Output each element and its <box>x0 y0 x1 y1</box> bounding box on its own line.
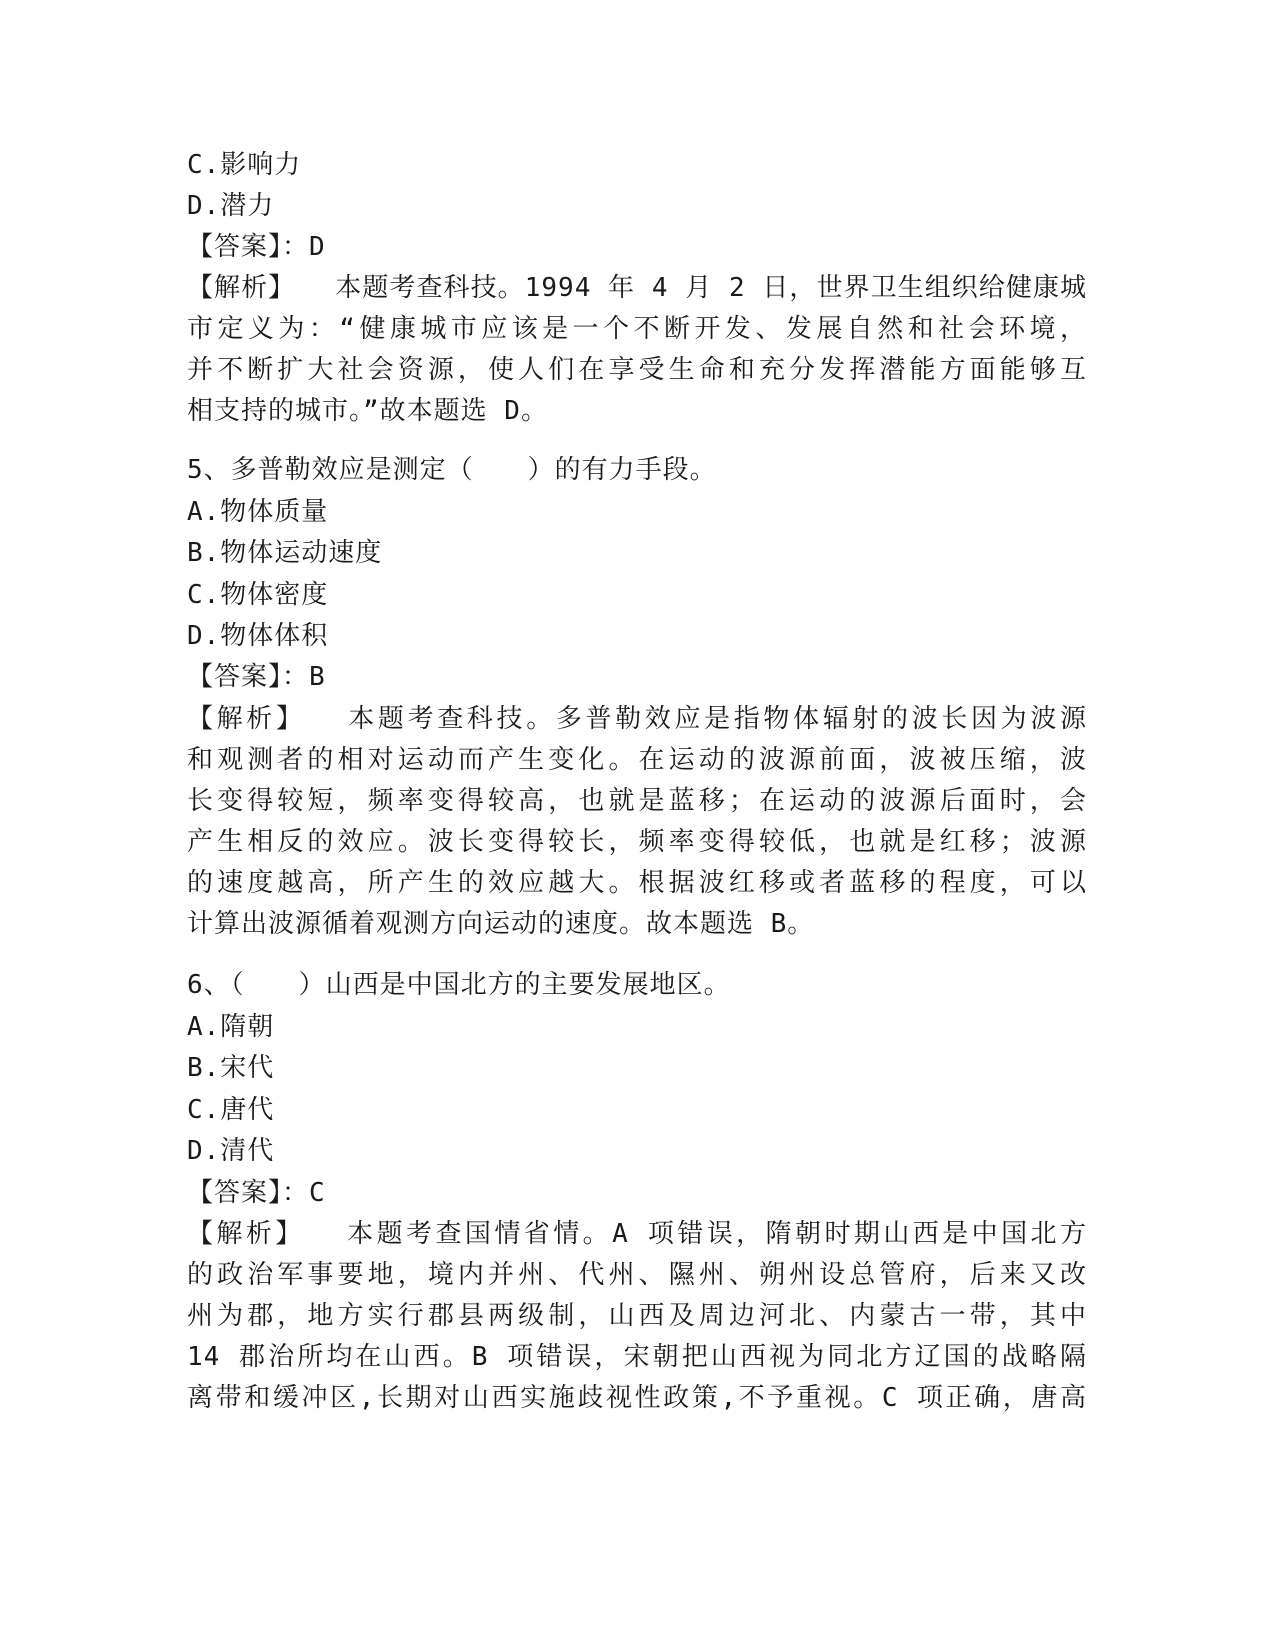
q6-analysis-line: 州为郡，地方实行郡县两级制，山西及周边河北、内蒙古一带，其中 <box>187 1301 1087 1331</box>
q5-analysis-text: 本题考查科技。多普勒效应是指物体辐射的波长因为波源 <box>345 704 1087 734</box>
q6-option-d: D.清代 <box>187 1136 275 1166</box>
q4-option-c: C.影响力 <box>187 150 302 180</box>
q6-option-a: A.隋朝 <box>187 1012 275 1042</box>
q6-option-b: B.宋代 <box>187 1053 275 1083</box>
q4-analysis-line: 并不断扩大社会资源，使人们在享受生命和充分发挥潜能方面能够互 <box>187 355 1087 385</box>
q6-answer: 【答案】：C <box>187 1178 326 1208</box>
q6-analysis-label: 【解析】 <box>187 1219 305 1249</box>
q6-analysis-text: 本题考查国情省情。A 项错误，隋朝时期山西是中国北方 <box>344 1219 1087 1249</box>
q5-option-d: D.物体体积 <box>187 621 329 651</box>
q5-option-b: B.物体运动速度 <box>187 538 383 568</box>
q5-option-a: A.物体质量 <box>187 497 329 527</box>
q5-option-c: C.物体密度 <box>187 580 329 610</box>
q6-analysis-line: 14 郡治所均在山西。B 项错误，宋朝把山西视为同北方辽国的战略隔 <box>187 1342 1087 1372</box>
q6-option-c: C.唐代 <box>187 1095 275 1125</box>
q5-analysis-line <box>187 704 1087 734</box>
q4-option-d: D.潜力 <box>187 191 275 221</box>
q5-question: 5、多普勒效应是测定（ ）的有力手段。 <box>187 455 717 485</box>
q5-analysis-line: 的速度越高，所产生的效应越大。根据波红移或者蓝移的程度，可以 <box>187 868 1087 898</box>
q5-analysis-line: 产生相反的效应。波长变得较长，频率变得较低，也就是红移；波源 <box>187 827 1087 857</box>
q6-question: 6、（ ）山西是中国北方的主要发展地区。 <box>187 970 731 1000</box>
q6-analysis-line: 离带和缓冲区,长期对山西实施歧视性政策,不予重视。C 项正确，唐高 <box>187 1383 1087 1413</box>
q5-answer: 【答案】：B <box>187 662 326 692</box>
q4-analysis-line: 相支持的城市。”故本题选 D。 <box>187 396 548 426</box>
q6-analysis-line <box>187 1219 1087 1249</box>
q5-analysis-line: 计算出波源循着观测方向运动的速度。故本题选 B。 <box>187 909 815 939</box>
q4-analysis-line: 市定义为：“健康城市应该是一个不断开发、发展自然和社会环境， <box>187 314 1087 344</box>
q4-analysis-text: 本题考查科技。1994 年 4 月 2 日，世界卫生组织给健康城 <box>335 273 1087 303</box>
q4-analysis-line <box>187 273 1087 303</box>
q6-analysis-line: 的政治军事要地，境内并州、代州、隰州、朔州设总管府，后来又改 <box>187 1260 1087 1290</box>
q4-analysis-label: 【解析】 <box>187 273 296 303</box>
q5-analysis-line: 长变得较短，频率变得较高，也就是蓝移；在运动的波源后面时，会 <box>187 786 1087 816</box>
q5-analysis-label: 【解析】 <box>187 704 306 734</box>
q4-answer: 【答案】：D <box>187 232 326 262</box>
q5-analysis-line: 和观测者的相对运动而产生变化。在运动的波源前面，波被压缩，波 <box>187 745 1087 775</box>
